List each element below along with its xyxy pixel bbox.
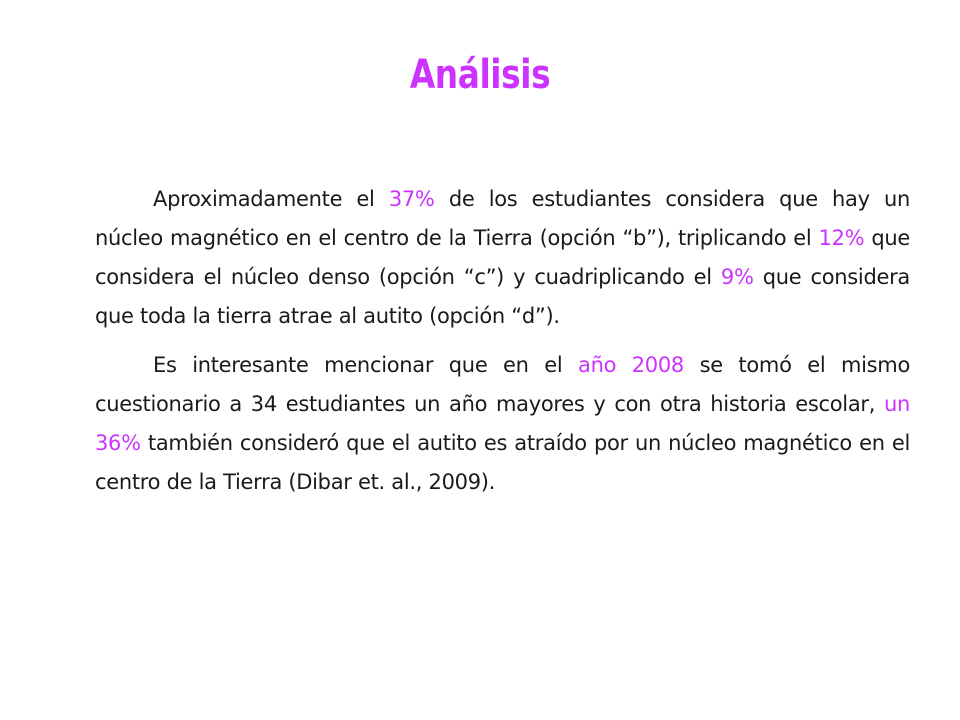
text-segment: Aproximadamente el: [153, 187, 389, 211]
text-segment: también consideró que el autito es atraído por un núcleo magnético en el centro de la Tierra (Dibar et. al., 2009).: [95, 431, 910, 494]
slide-body: [95, 180, 910, 512]
text-segment: se tomó el mismo cuestionario a 34 estudiantes un año mayores y con otra historia escolar,: [95, 353, 910, 416]
text-segment: de los estudiantes considera que hay un núcleo magnético en el centro de la Tierra (opción “b”), triplicando el: [95, 187, 910, 250]
highlight-percent: 12%: [818, 226, 865, 250]
paragraph: [95, 346, 910, 502]
highlight-percent: un 36%: [95, 392, 910, 455]
text-segment: Es interesante mencionar que en el: [153, 353, 579, 377]
paragraph: [95, 180, 910, 336]
highlight-percent: 9%: [720, 265, 754, 289]
slide-title: Análisis: [409, 52, 551, 98]
text-segment: que considera que toda la tierra atrae al autito (opción “d”).: [95, 265, 910, 328]
highlight-year: año 2008: [578, 353, 684, 377]
highlight-percent: 37%: [388, 187, 435, 211]
text-segment: que considera el núcleo denso (opción “c”) y cuadriplicando el: [95, 226, 910, 289]
